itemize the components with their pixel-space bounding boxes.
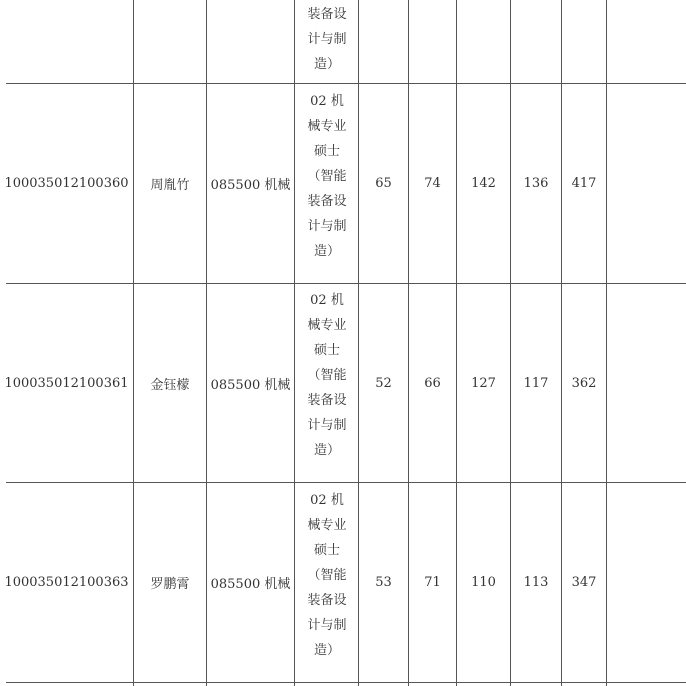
- direction-line: 计与制: [307, 418, 347, 433]
- row-divider: [6, 682, 686, 683]
- major-cell: 085500 机械: [210, 178, 291, 193]
- table-row: [0, 84, 686, 283]
- major-cell: 085500 机械: [210, 377, 291, 393]
- subject3-score-cell: 110: [471, 575, 496, 590]
- politics-score-cell: 65: [375, 176, 392, 191]
- direction-line: 硕士: [313, 343, 340, 358]
- exam-id-cell: 100035012100360: [4, 176, 129, 191]
- direction-line: 造）: [313, 443, 340, 458]
- direction-line: 械专业: [307, 318, 347, 333]
- direction-cell: [292, 89, 362, 264]
- english-score-cell: 71: [424, 575, 441, 590]
- subject4-score-cell: 136: [523, 176, 549, 191]
- direction-line: （智能: [307, 368, 347, 383]
- table-row: [0, 483, 686, 682]
- total-score-cell: 362: [571, 375, 597, 391]
- direction-cell: [292, 2, 362, 77]
- major-cell: 085500 机械: [210, 577, 291, 592]
- direction-line: 02 机: [310, 493, 344, 508]
- direction-line: 硕士: [313, 144, 340, 159]
- exam-id-cell: 100035012100361: [4, 375, 129, 391]
- politics-score-cell: 52: [375, 375, 392, 391]
- direction-line: 装备设: [307, 393, 347, 408]
- direction-line: 装备设: [307, 7, 347, 22]
- direction-line: 造）: [313, 244, 340, 259]
- table-row: [0, 284, 686, 482]
- exam-id-cell: 100035012100363: [4, 575, 129, 590]
- direction-line: 装备设: [307, 593, 347, 608]
- direction-line: （智能: [307, 568, 347, 583]
- direction-line: 计与制: [307, 32, 347, 47]
- direction-cell: [292, 288, 362, 463]
- name-cell: 罗鹏霄: [150, 577, 190, 592]
- direction-cell: [292, 488, 362, 663]
- total-score-cell: 347: [571, 575, 597, 590]
- subject3-score-cell: 142: [471, 176, 496, 191]
- direction-line: 造）: [313, 57, 340, 72]
- subject4-score-cell: 117: [523, 375, 549, 391]
- direction-line: 械专业: [307, 518, 347, 533]
- direction-line: 械专业: [307, 119, 347, 134]
- direction-line: 造）: [313, 643, 340, 658]
- english-score-cell: 66: [424, 375, 441, 391]
- politics-score-cell: 53: [375, 575, 392, 590]
- subject4-score-cell: 113: [523, 575, 549, 590]
- direction-line: 计与制: [307, 618, 347, 633]
- english-score-cell: 74: [424, 176, 441, 191]
- table-row-partial: [0, 0, 686, 83]
- direction-line: 硕士: [313, 543, 340, 558]
- name-cell: 周胤竹: [150, 178, 190, 193]
- total-score-cell: 417: [571, 176, 597, 191]
- name-cell: 金钰檬: [150, 377, 190, 393]
- direction-line: 计与制: [307, 219, 347, 234]
- direction-line: （智能: [307, 169, 347, 184]
- direction-line: 02 机: [310, 94, 344, 109]
- subject3-score-cell: 127: [471, 375, 496, 391]
- direction-line: 装备设: [307, 194, 347, 209]
- direction-line: 02 机: [310, 293, 344, 308]
